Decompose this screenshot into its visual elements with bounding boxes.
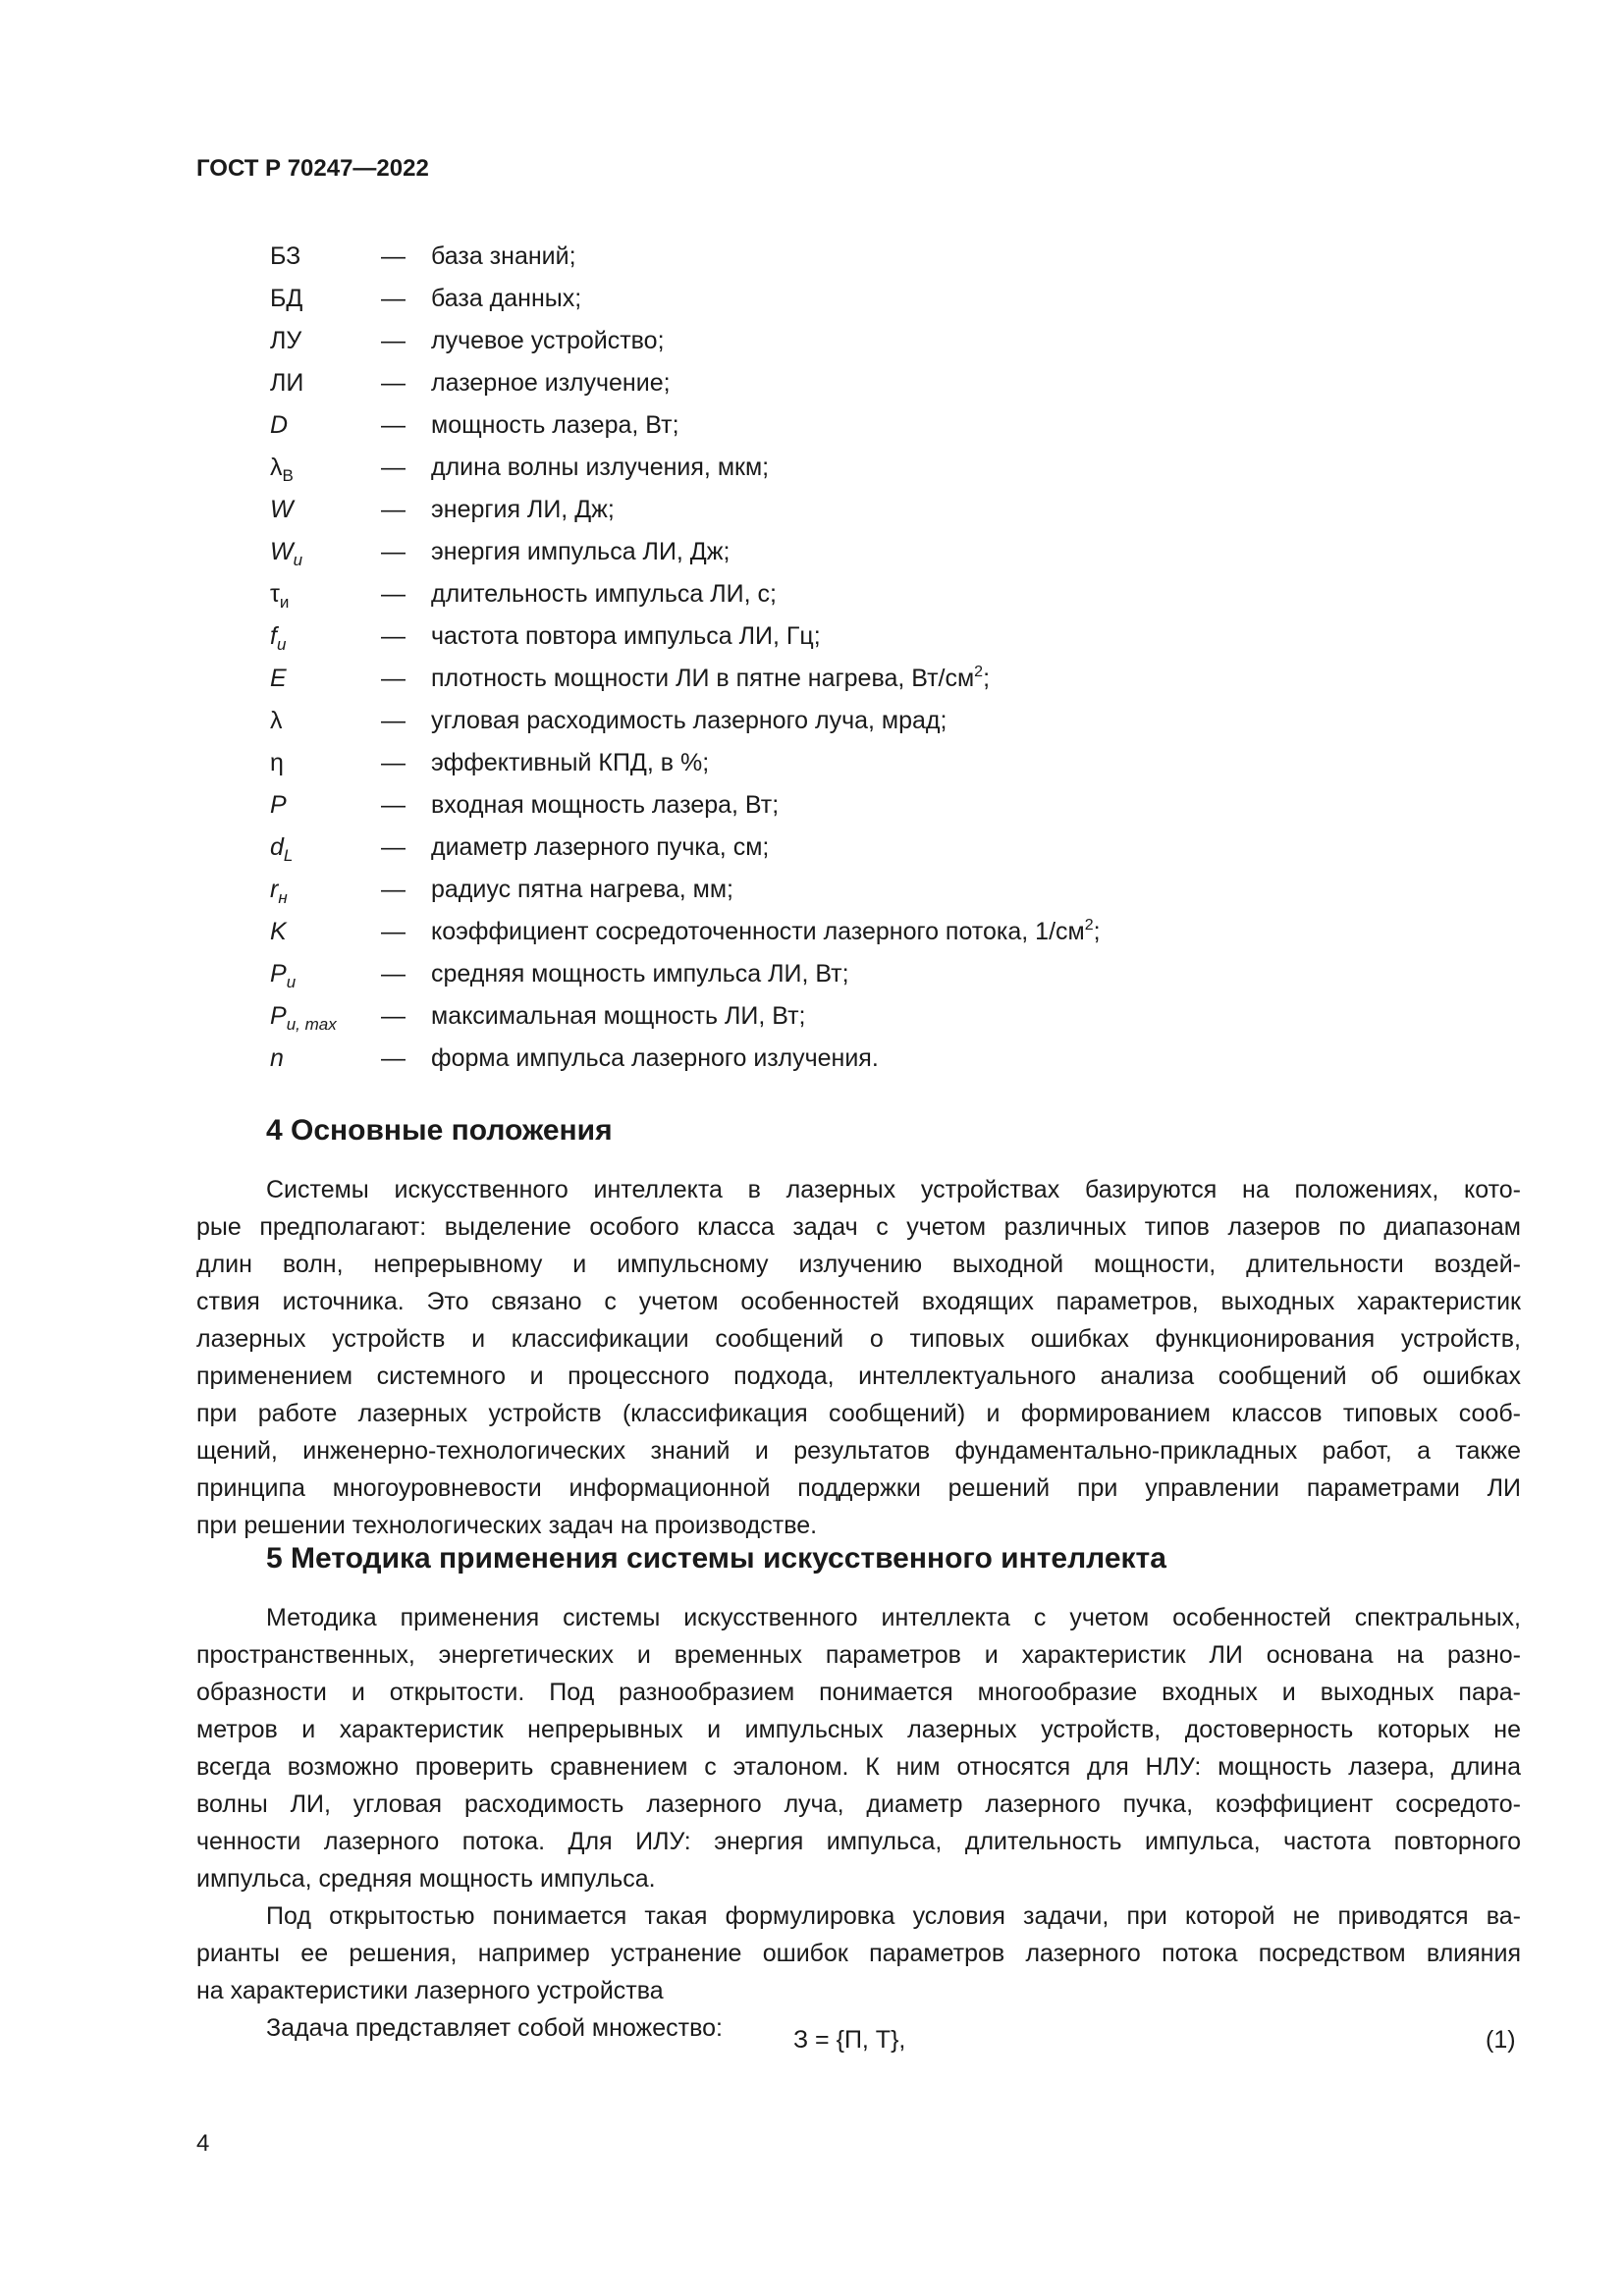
- symbol-subscript: L: [283, 846, 294, 865]
- abbreviation-row: [270, 362, 1546, 404]
- symbol-subscript: и: [279, 593, 290, 612]
- abbreviation-definition: [431, 784, 779, 827]
- abbreviation-symbol: [270, 489, 294, 531]
- text-line: ченности лазерного потока. Для ИЛУ: энергия импульса, длительность импульса, частота повторного: [196, 1828, 1521, 1855]
- symbol-base: БЗ: [270, 242, 301, 270]
- text-line: Под открытостью понимается такая формулировка условия задачи, при которой не приводятся ва-: [266, 1902, 1521, 1930]
- text-line: длин волн, непрерывному и импульсному излучению выходной мощности, длительности воздей-: [196, 1251, 1521, 1278]
- symbol-base: τ: [270, 580, 280, 608]
- abbreviation-row: [270, 827, 1546, 869]
- definition-text: лазерное излучение;: [431, 369, 671, 397]
- symbol-base: λ: [270, 707, 283, 734]
- definition-suffix: ;: [983, 665, 991, 692]
- abbreviation-symbol: [270, 700, 283, 742]
- symbol-base: f: [270, 622, 277, 650]
- text-line: образности и открытости. Под разнообразием понимается многообразие входных и выходных пара-: [196, 1679, 1521, 1706]
- symbol-base: n: [270, 1044, 284, 1072]
- text-line: рые предполагают: выделение особого класса задач с учетом различных типов лазеров по диапазонам: [196, 1213, 1521, 1241]
- definition-text: энергия ЛИ, Дж;: [431, 496, 615, 523]
- definition-text: энергия импульса ЛИ, Дж;: [431, 538, 731, 565]
- dash: —: [381, 960, 406, 988]
- symbol-base: r: [270, 876, 279, 903]
- abbreviation-row: [270, 911, 1546, 953]
- symbol-base: d: [270, 833, 284, 861]
- text-line: метров и характеристик непрерывных и импульсных лазерных устройств, достоверность которых не: [196, 1716, 1521, 1743]
- dash: —: [381, 665, 406, 692]
- text-line: на характеристики лазерного устройства: [196, 1977, 664, 2004]
- symbol-subscript: и: [293, 551, 303, 569]
- definition-text: длина волны излучения, мкм;: [431, 454, 770, 481]
- definition-text: длительность импульса ЛИ, с;: [431, 580, 777, 608]
- abbreviation-symbol: [270, 1038, 284, 1080]
- definition-text: входная мощность лазера, Вт;: [431, 791, 780, 819]
- dash: —: [381, 918, 406, 945]
- dash: —: [381, 496, 406, 523]
- abbreviation-symbol: [270, 784, 287, 827]
- text-line: при решении технологических задач на производстве.: [196, 1512, 818, 1539]
- text-line: ствия источника. Это связано с учетом особенностей входящих параметров, выходных характеристик: [196, 1288, 1521, 1315]
- abbreviation-definition: [431, 278, 581, 320]
- text-line: лазерных устройств и классификации сообщений о типовых ошибках функционирования устройств,: [196, 1325, 1521, 1353]
- definition-text: база данных;: [431, 285, 582, 312]
- superscript: 2: [1084, 917, 1094, 934]
- definition-text: коэффициент сосредоточенности лазерного потока, 1/см: [431, 918, 1085, 945]
- dash: —: [381, 876, 406, 903]
- definition-text: радиус пятна нагрева, мм;: [431, 876, 733, 903]
- abbreviation-symbol: [270, 742, 284, 784]
- dash: —: [381, 1002, 406, 1030]
- text-line: всегда возможно проверить сравнением с эталоном. К ним относятся для НЛУ: мощность лазера, длина: [196, 1753, 1521, 1781]
- symbol-base: W: [270, 496, 294, 523]
- abbreviation-row: [270, 489, 1546, 531]
- definition-text: плотность мощности ЛИ в пятне нагрева, Вт/см: [431, 665, 975, 692]
- definition-text: эффективный КПД, в %;: [431, 749, 710, 776]
- symbol-base: D: [270, 411, 289, 439]
- abbreviation-symbol: [270, 362, 303, 404]
- page-number: 4: [196, 2130, 210, 2157]
- definition-text: форма импульса лазерного излучения.: [431, 1044, 879, 1072]
- symbol-base: ЛИ: [270, 369, 304, 397]
- definition-text: угловая расходимость лазерного луча, мрад;: [431, 707, 947, 734]
- text-line: принципа многоуровневости информационной поддержки решений при управлении параметрами ЛИ: [196, 1474, 1521, 1502]
- dash: —: [381, 411, 406, 439]
- symbol-base: E: [270, 665, 287, 692]
- text-line: рианты ее решения, например устранение ошибок параметров лазерного потока посредством влияния: [196, 1940, 1521, 1967]
- section-5-heading: 5 Методика применения системы искусственного интеллекта: [266, 1542, 1166, 1575]
- symbol-base: W: [270, 538, 294, 565]
- abbreviation-row: [270, 531, 1546, 573]
- text-line: применением системного и процессного подхода, интеллектуального анализа сообщений об ошибках: [196, 1362, 1521, 1390]
- definition-text: мощность лазера, Вт;: [431, 411, 679, 439]
- symbol-base: η: [270, 749, 284, 776]
- abbreviation-row: [270, 953, 1546, 995]
- document-header: ГОСТ Р 70247—2022: [196, 155, 429, 182]
- superscript: 2: [974, 664, 984, 680]
- symbol-subscript: и: [286, 973, 297, 991]
- paragraph: [196, 1599, 1521, 1897]
- definition-text: средняя мощность импульса ЛИ, Вт;: [431, 960, 849, 988]
- dash: —: [381, 833, 406, 861]
- abbreviation-row: [270, 320, 1546, 362]
- abbreviation-row: [270, 1038, 1546, 1080]
- text-line: щений, инженерно-технологических знаний и результатов фундаментально-прикладных работ, а также: [196, 1437, 1521, 1465]
- symbol-subscript: и: [276, 635, 287, 654]
- definition-text: частота повтора импульса ЛИ, Гц;: [431, 622, 821, 650]
- symbol-base: БД: [270, 285, 303, 312]
- abbreviation-list: [270, 236, 1546, 1080]
- abbreviation-definition: [431, 827, 769, 869]
- definition-text: база знаний;: [431, 242, 576, 270]
- symbol-base: P: [270, 960, 287, 988]
- dash: —: [381, 707, 406, 734]
- abbreviation-row: [270, 404, 1546, 447]
- abbreviation-row: [270, 742, 1546, 784]
- abbreviation-definition: [431, 531, 730, 573]
- formula-text: З = {П, Т},: [793, 2026, 906, 2054]
- dash: —: [381, 1044, 406, 1072]
- abbreviation-definition: [431, 615, 821, 658]
- section-4-heading: 4 Основные положения: [266, 1114, 613, 1147]
- abbreviation-row: [270, 995, 1546, 1038]
- formula-number: (1): [1486, 2026, 1516, 2054]
- abbreviation-definition: [431, 658, 990, 700]
- text-line: Задача представляет собой множество:: [266, 2014, 723, 2042]
- abbreviation-row: [270, 700, 1546, 742]
- definition-text: лучевое устройство;: [431, 327, 665, 354]
- abbreviation-definition: [431, 1038, 879, 1080]
- definition-text: диаметр лазерного пучка, см;: [431, 833, 770, 861]
- symbol-base: K: [270, 918, 287, 945]
- text-line: при работе лазерных устройств (классификация сообщений) и формированием классов типовых сооб-: [196, 1400, 1521, 1427]
- abbreviation-symbol: [270, 236, 300, 278]
- abbreviation-definition: [431, 489, 615, 531]
- abbreviation-definition: [431, 320, 665, 362]
- dash: —: [381, 622, 406, 650]
- abbreviation-definition: [431, 573, 777, 615]
- dash: —: [381, 369, 406, 397]
- abbreviation-row: [270, 278, 1546, 320]
- text-line: пространственных, энергетических и временных параметров и характеристик ЛИ основана на разно-: [196, 1641, 1521, 1669]
- abbreviation-definition: [431, 995, 805, 1038]
- paragraph: [196, 1897, 1521, 2009]
- symbol-subscript: н: [278, 888, 288, 907]
- section-4-body: [196, 1171, 1521, 1544]
- dash: —: [381, 242, 406, 270]
- definition-text: максимальная мощность ЛИ, Вт;: [431, 1002, 806, 1030]
- abbreviation-symbol: [270, 320, 301, 362]
- symbol-base: λ: [270, 454, 283, 481]
- abbreviation-definition: [431, 447, 769, 489]
- abbreviation-definition: [431, 911, 1101, 953]
- abbreviation-row: [270, 658, 1546, 700]
- dash: —: [381, 285, 406, 312]
- abbreviation-row: [270, 573, 1546, 615]
- text-line: Системы искусственного интеллекта в лазерных устройствах базируются на положениях, кото-: [266, 1176, 1521, 1203]
- abbreviation-row: [270, 447, 1546, 489]
- symbol-subscript: и, max: [286, 1015, 337, 1034]
- abbreviation-row: [270, 236, 1546, 278]
- abbreviation-symbol: [270, 911, 287, 953]
- paragraph: [196, 1171, 1521, 1544]
- dash: —: [381, 538, 406, 565]
- abbreviation-symbol: [270, 658, 287, 700]
- abbreviation-symbol: [270, 278, 302, 320]
- abbreviation-definition: [431, 869, 733, 911]
- abbreviation-definition: [431, 404, 679, 447]
- abbreviation-row: [270, 869, 1546, 911]
- abbreviation-row: [270, 784, 1546, 827]
- text-line: Методика применения системы искусственного интеллекта с учетом особенностей спектральных,: [266, 1604, 1521, 1631]
- definition-suffix: ;: [1093, 918, 1101, 945]
- abbreviation-definition: [431, 362, 671, 404]
- abbreviation-definition: [431, 700, 947, 742]
- section-5-body: [196, 1599, 1521, 2047]
- symbol-base: P: [270, 1002, 287, 1030]
- abbreviation-definition: [431, 236, 576, 278]
- abbreviation-row: [270, 615, 1546, 658]
- dash: —: [381, 749, 406, 776]
- abbreviation-definition: [431, 953, 849, 995]
- dash: —: [381, 454, 406, 481]
- abbreviation-definition: [431, 742, 709, 784]
- dash: —: [381, 327, 406, 354]
- dash: —: [381, 791, 406, 819]
- text-line: импульса, средняя мощность импульса.: [196, 1865, 656, 1893]
- symbol-subscript: B: [282, 466, 294, 485]
- symbol-base: P: [270, 791, 287, 819]
- text-line: волны ЛИ, угловая расходимость лазерного луча, диаметр лазерного пучка, коэффициент сосредото-: [196, 1790, 1521, 1818]
- abbreviation-symbol: [270, 404, 288, 447]
- dash: —: [381, 580, 406, 608]
- symbol-base: ЛУ: [270, 327, 302, 354]
